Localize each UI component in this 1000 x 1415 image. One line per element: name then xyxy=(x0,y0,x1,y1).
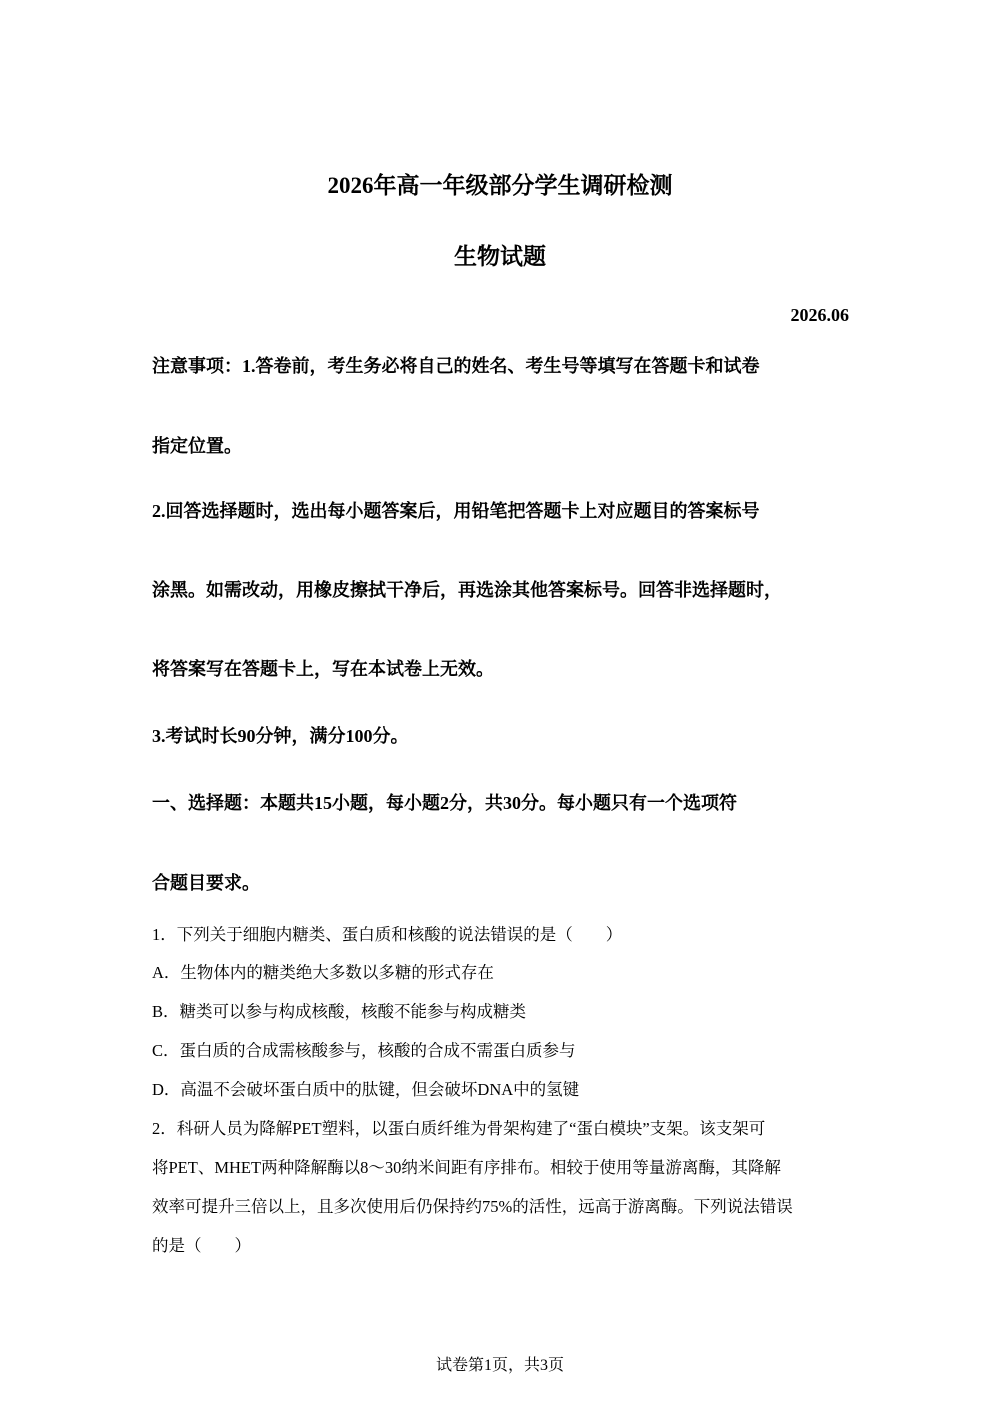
exam-date: 2026.06 xyxy=(790,305,849,325)
section-heading-line: 一、选择题：本题共15小题，每小题2分，共30分。每小题只有一个选项符 xyxy=(152,793,737,813)
option-b: B．糖类可以参与构成核酸，核酸不能参与构成糖类 xyxy=(152,1002,527,1021)
notice-line: 3.考试时长90分钟，满分100分。 xyxy=(152,726,409,746)
section-heading-line: 合题目要求。 xyxy=(152,873,260,893)
page-footer: 试卷第1页，共3页 xyxy=(435,1357,564,1374)
notice-line: 将答案写在答题卡上，写在本试卷上无效。 xyxy=(152,659,494,679)
question-stem-line: 将PET、MHET两种降解酶以8～30纳米间距有序排布。相较于使用等量游离酶，其降解 xyxy=(152,1158,781,1177)
notice-line: 指定位置。 xyxy=(152,436,242,456)
question-stem-line: 的是（ ） xyxy=(152,1236,251,1255)
exam-subtitle: 生物试题 xyxy=(454,244,546,269)
notice-line: 涂黑。如需改动，用橡皮擦拭干净后，再选涂其他答案标号。回答非选择题时， xyxy=(152,580,782,600)
option-d: D．高温不会破坏蛋白质中的肽键，但会破坏DNA中的氢键 xyxy=(152,1080,580,1099)
question-stem: 1．下列关于细胞内糖类、蛋白质和核酸的说法错误的是（ ） xyxy=(152,925,623,944)
question-stem-line: 2．科研人员为降解PET塑料，以蛋白质纤维为骨架构建了“蛋白模块”支架。该支架可 xyxy=(152,1119,766,1138)
notice-line: 注意事项：1.答卷前，考生务必将自己的姓名、考生号等填写在答题卡和试卷 xyxy=(152,356,760,376)
question-stem-line: 效率可提升三倍以上，且多次使用后仍保持约75%的活性，远高于游离酶。下列说法错误 xyxy=(152,1197,793,1216)
exam-title: 2026年高一年级部分学生调研检测 xyxy=(327,173,673,198)
option-a: A．生物体内的糖类绝大多数以多糖的形式存在 xyxy=(152,963,494,982)
option-c: C．蛋白质的合成需核酸参与，核酸的合成不需蛋白质参与 xyxy=(152,1041,576,1060)
notice-line: 2.回答选择题时，选出每小题答案后，用铅笔把答题卡上对应题目的答案标号 xyxy=(152,501,760,521)
